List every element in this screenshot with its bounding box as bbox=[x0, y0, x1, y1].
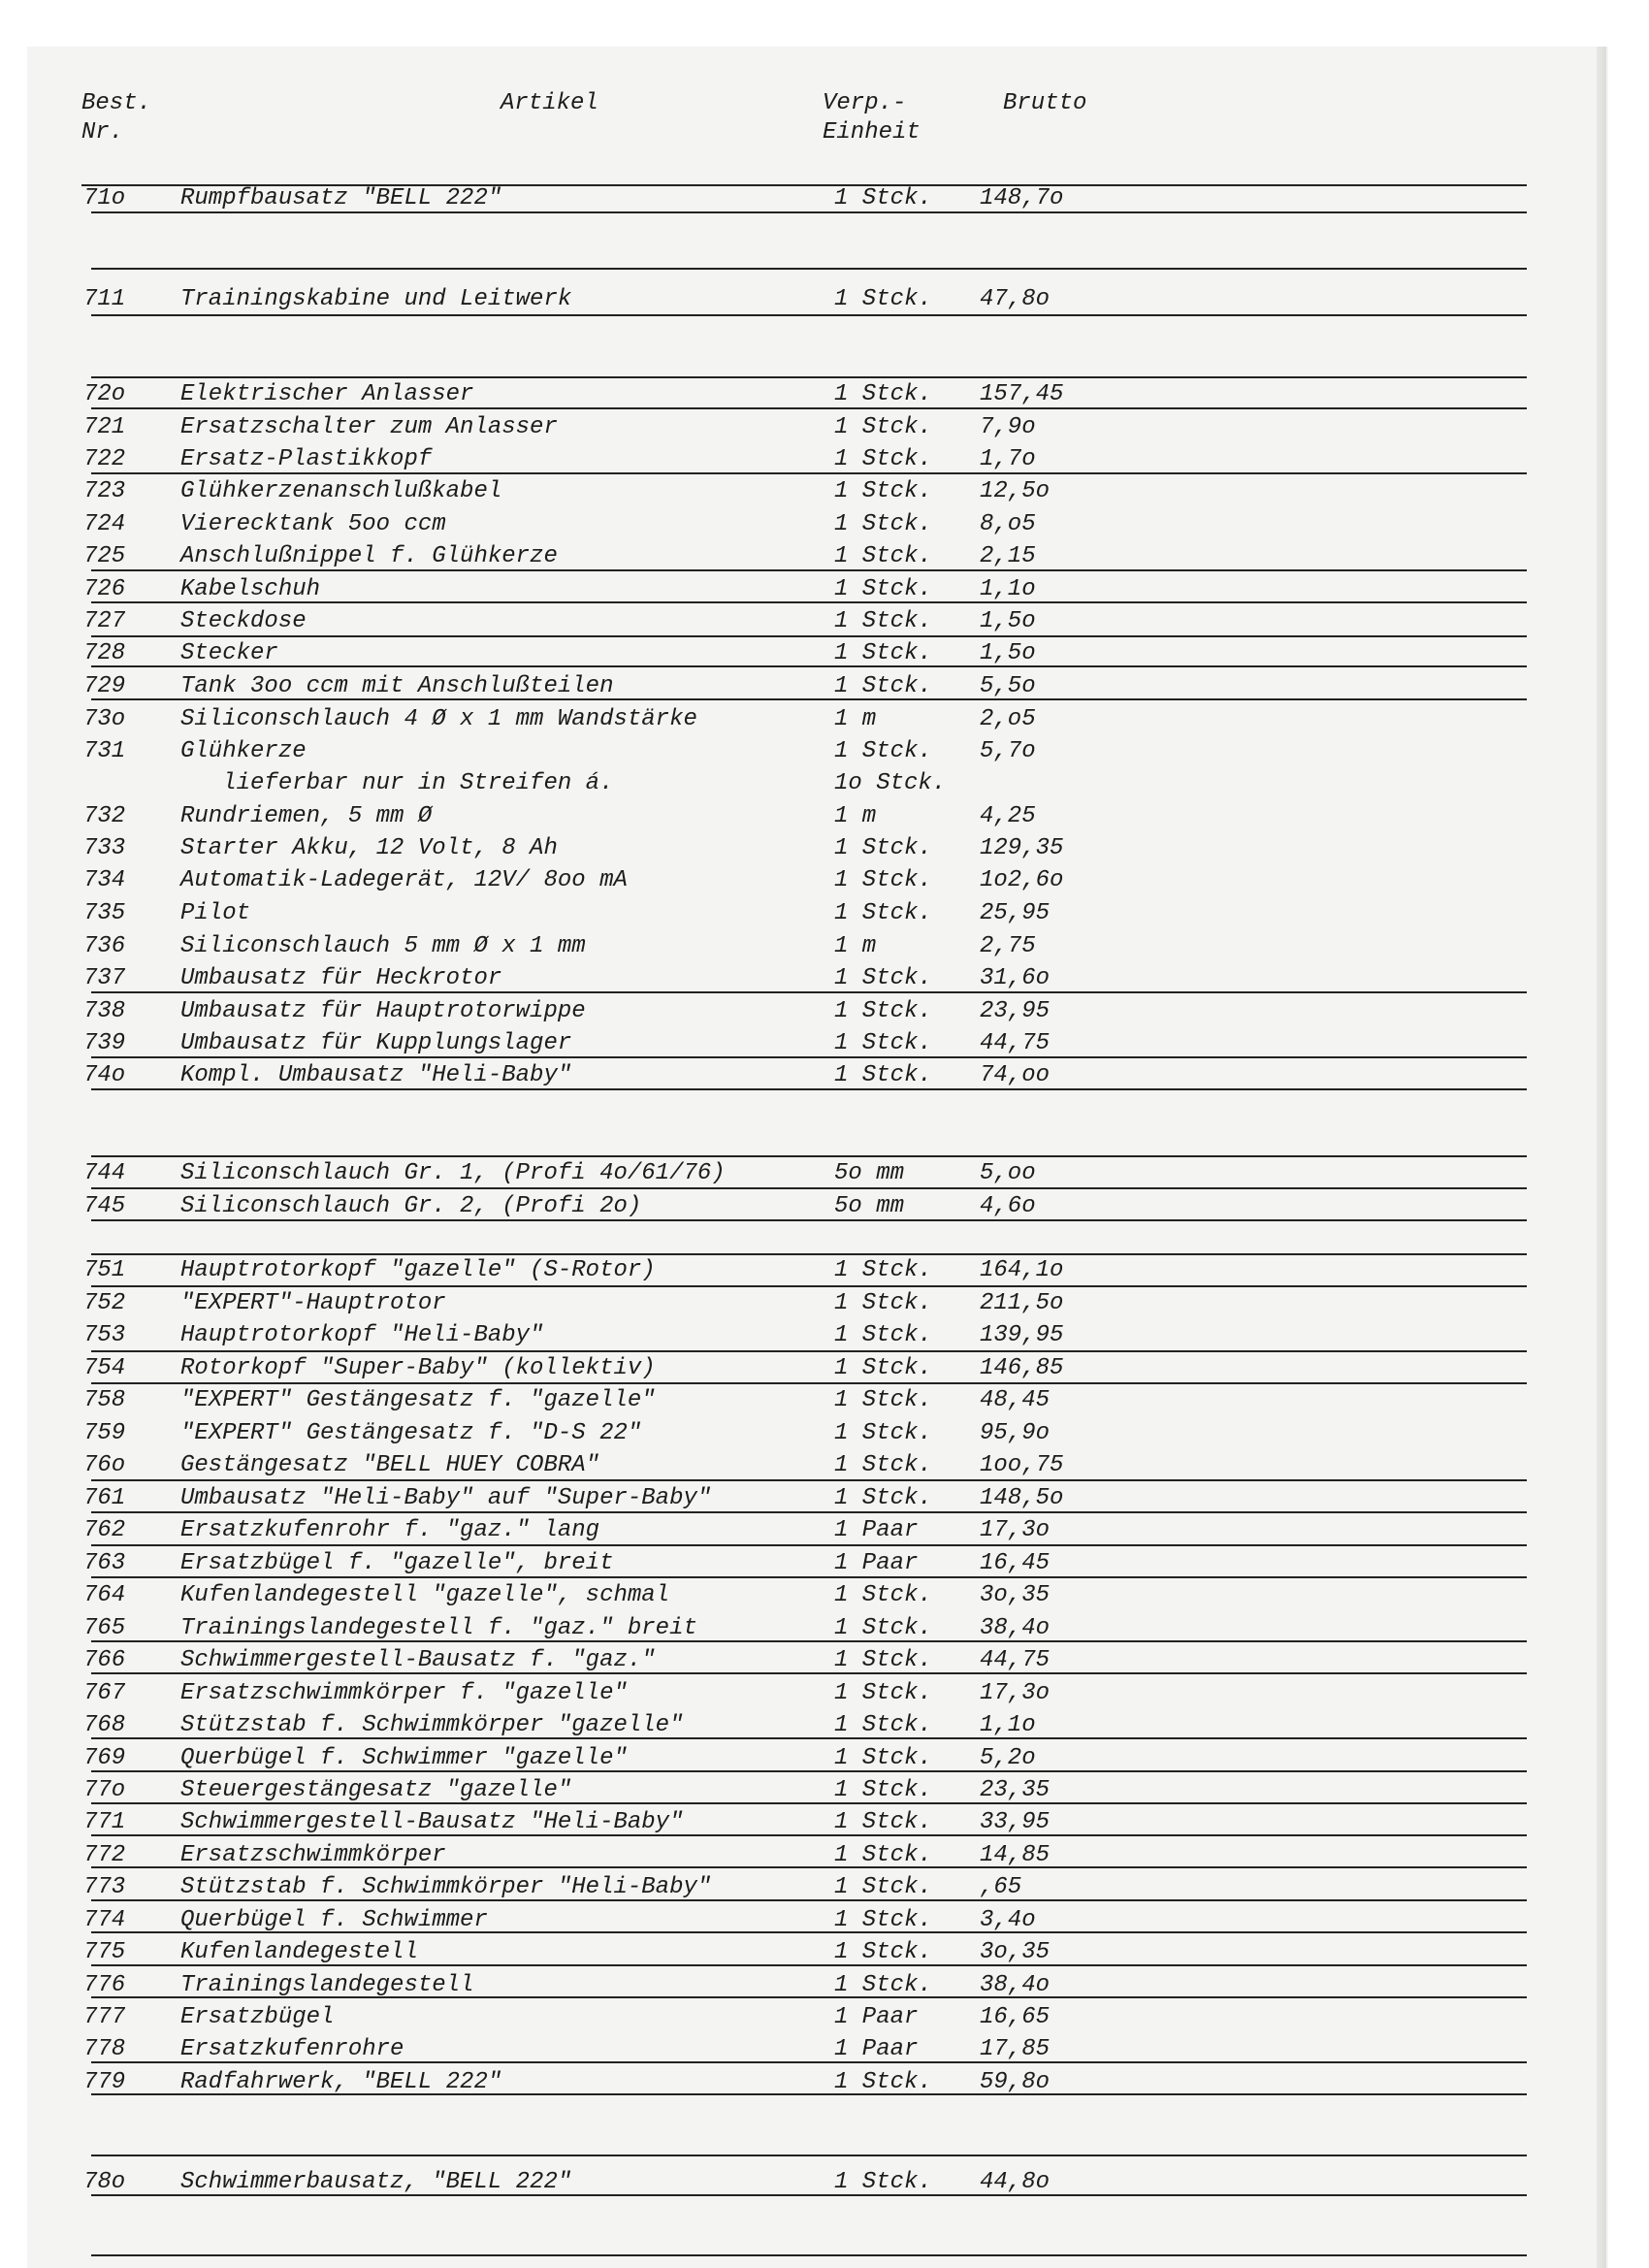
item-price: 23,35 bbox=[980, 1777, 1051, 1803]
item-number: 767 bbox=[83, 1680, 126, 1706]
item-price: 7,9o bbox=[980, 414, 1036, 440]
item-number: 733 bbox=[83, 835, 126, 861]
item-unit: 1 Stck. bbox=[834, 1809, 932, 1835]
item-price: 16,65 bbox=[980, 2004, 1051, 2030]
item-unit: 5o mm bbox=[834, 1193, 905, 1219]
item-price: 17,85 bbox=[980, 2036, 1051, 2062]
item-number: 751 bbox=[83, 1257, 126, 1283]
item-price: 31,6o bbox=[980, 965, 1051, 991]
item-description: Kufenlandegestell bbox=[180, 1939, 418, 1965]
item-price: 3,4o bbox=[980, 1907, 1036, 1933]
item-description: Siliconschlauch Gr. 1, (Profi 4o/61/76) bbox=[180, 1160, 726, 1186]
item-description: Hauptrotorkopf "gazelle" (S-Rotor) bbox=[180, 1257, 656, 1283]
item-price: 59,8o bbox=[980, 2069, 1051, 2095]
item-number: 735 bbox=[83, 900, 126, 926]
item-number: 765 bbox=[83, 1615, 126, 1641]
item-description: Kabelschuh bbox=[180, 576, 321, 602]
item-price: 5,2o bbox=[980, 1745, 1036, 1771]
item-description: Hauptrotorkopf "Heli-Baby" bbox=[180, 1322, 544, 1348]
item-unit: 1 Stck. bbox=[834, 1582, 932, 1608]
item-price: 17,3o bbox=[980, 1517, 1051, 1543]
row-divider bbox=[91, 665, 1527, 667]
item-description: Stützstab f. Schwimmkörper "gazelle" bbox=[180, 1712, 684, 1738]
item-number: 731 bbox=[83, 738, 126, 764]
item-price: 38,4o bbox=[980, 1972, 1051, 1998]
item-unit: 1 Stck. bbox=[834, 478, 932, 504]
item-description: Umbausatz für Kupplungslager bbox=[180, 1030, 572, 1056]
item-description: Glühkerzenanschlußkabel bbox=[180, 478, 502, 504]
item-description: Rundriemen, 5 mm Ø bbox=[180, 803, 433, 829]
item-unit: 1 Stck. bbox=[834, 1420, 932, 1446]
item-price: 1,7o bbox=[980, 446, 1036, 472]
item-number: 734 bbox=[83, 867, 126, 893]
item-number: 732 bbox=[83, 803, 126, 829]
item-unit: 1 Stck. bbox=[834, 1939, 932, 1965]
item-number: 777 bbox=[83, 2004, 126, 2030]
item-price: 1,1o bbox=[980, 1712, 1036, 1738]
item-price: 44,8o bbox=[980, 2169, 1051, 2195]
item-price: 1o2,6o bbox=[980, 867, 1064, 893]
row-divider bbox=[91, 2254, 1527, 2256]
item-number: 71o bbox=[83, 185, 126, 211]
item-description: Trainingslandegestell f. "gaz." breit bbox=[180, 1615, 697, 1641]
item-description: Ersatzschalter zum Anlasser bbox=[180, 414, 558, 440]
item-unit: 1 Stck. bbox=[834, 1322, 932, 1348]
item-unit: 1 Stck. bbox=[834, 1745, 932, 1771]
item-unit: 1 Stck. bbox=[834, 1485, 932, 1511]
item-description: Schwimmergestell-Bausatz f. "gaz." bbox=[180, 1647, 656, 1673]
item-unit: 1 Stck. bbox=[834, 1842, 932, 1868]
row-divider bbox=[91, 1285, 1527, 1287]
item-unit: 1 Stck. bbox=[834, 965, 932, 991]
item-number: 727 bbox=[83, 608, 126, 634]
item-price: 95,9o bbox=[980, 1420, 1051, 1446]
item-description: Schwimmerbausatz, "BELL 222" bbox=[180, 2169, 572, 2195]
item-unit: 1 Paar bbox=[834, 1517, 919, 1543]
item-price: 23,95 bbox=[980, 998, 1051, 1024]
item-number: 769 bbox=[83, 1745, 126, 1771]
item-description: Anschlußnippel f. Glühkerze bbox=[180, 543, 558, 569]
item-unit: 1 Stck. bbox=[834, 1355, 932, 1381]
item-unit: 1 Stck. bbox=[834, 414, 932, 440]
item-number: 776 bbox=[83, 1972, 126, 1998]
item-description: Radfahrwerk, "BELL 222" bbox=[180, 2069, 502, 2095]
item-number: 766 bbox=[83, 1647, 126, 1673]
item-description: Pilot bbox=[180, 900, 251, 926]
item-unit: 1 Stck. bbox=[834, 185, 932, 211]
item-number: 728 bbox=[83, 640, 126, 666]
item-price: 12,5o bbox=[980, 478, 1051, 504]
item-number: 711 bbox=[83, 286, 126, 312]
item-number: 758 bbox=[83, 1387, 126, 1413]
item-description: Umbausatz "Heli-Baby" auf "Super-Baby" bbox=[180, 1485, 712, 1511]
item-description: Ersatzkufenrohr f. "gaz." lang bbox=[180, 1517, 600, 1543]
item-unit: 1 Paar bbox=[834, 2004, 919, 2030]
item-price: 5,oo bbox=[980, 1160, 1036, 1186]
row-divider bbox=[91, 314, 1527, 316]
item-price: ,65 bbox=[980, 1874, 1022, 1900]
item-number: 726 bbox=[83, 576, 126, 602]
item-description: Umbausatz für Hauptrotorwippe bbox=[180, 998, 586, 1024]
item-price: 48,45 bbox=[980, 1387, 1051, 1413]
row-divider bbox=[91, 2155, 1527, 2156]
item-unit: 1 Stck. bbox=[834, 1062, 932, 1088]
item-price: 1,5o bbox=[980, 608, 1036, 634]
item-unit: 1 Stck. bbox=[834, 2069, 932, 2095]
item-unit: 1 Stck. bbox=[834, 835, 932, 861]
item-number: 724 bbox=[83, 511, 126, 537]
item-number: 736 bbox=[83, 933, 126, 959]
item-description: Steuergestängesatz "gazelle" bbox=[180, 1777, 572, 1803]
item-price: 2,15 bbox=[980, 543, 1036, 569]
item-unit: 1 Stck. bbox=[834, 608, 932, 634]
item-number: 74o bbox=[83, 1062, 126, 1088]
item-description: Querbügel f. Schwimmer bbox=[180, 1907, 488, 1933]
item-unit: 1 m bbox=[834, 933, 877, 959]
item-description: Ersatzbügel f. "gazelle", breit bbox=[180, 1550, 614, 1576]
item-unit: 1 Stck. bbox=[834, 900, 932, 926]
item-description: Steckdose bbox=[180, 608, 307, 634]
item-price: 146,85 bbox=[980, 1355, 1064, 1381]
item-description: Elektrischer Anlasser bbox=[180, 381, 474, 407]
item-description: Siliconschlauch 5 mm Ø x 1 mm bbox=[180, 933, 586, 959]
item-unit: 1 Stck. bbox=[834, 1647, 932, 1673]
item-number: 752 bbox=[83, 1290, 126, 1316]
item-price: 148,5o bbox=[980, 1485, 1064, 1511]
item-unit: 5o mm bbox=[834, 1160, 905, 1186]
item-price: 2,o5 bbox=[980, 706, 1036, 732]
item-number: 78o bbox=[83, 2169, 126, 2195]
item-price: 1,5o bbox=[980, 640, 1036, 666]
item-number: 759 bbox=[83, 1420, 126, 1446]
item-description: Ersatzbügel bbox=[180, 2004, 335, 2030]
item-number: 744 bbox=[83, 1160, 126, 1186]
item-number: 761 bbox=[83, 1485, 126, 1511]
item-number: 725 bbox=[83, 543, 126, 569]
item-unit: 1 Paar bbox=[834, 2036, 919, 2062]
item-price: 47,8o bbox=[980, 286, 1051, 312]
item-description: Querbügel f. Schwimmer "gazelle" bbox=[180, 1745, 628, 1771]
item-number: 775 bbox=[83, 1939, 126, 1965]
item-price: 16,45 bbox=[980, 1550, 1051, 1576]
item-description: Ersatzschwimmkörper f. "gazelle" bbox=[180, 1680, 628, 1706]
item-number: 754 bbox=[83, 1355, 126, 1381]
item-unit: 1 Stck. bbox=[834, 673, 932, 699]
item-unit: 1 Stck. bbox=[834, 1290, 932, 1316]
item-price: 8,o5 bbox=[980, 511, 1036, 537]
item-number: 737 bbox=[83, 965, 126, 991]
header-brutto: Brutto bbox=[1003, 90, 1087, 116]
item-description: "EXPERT"-Hauptrotor bbox=[180, 1290, 446, 1316]
item-price: 38,4o bbox=[980, 1615, 1051, 1641]
item-description: Trainingslandegestell bbox=[180, 1972, 474, 1998]
item-description: Rumpfbausatz "BELL 222" bbox=[180, 185, 502, 211]
item-unit: 1 Stck. bbox=[834, 1907, 932, 1933]
item-number: 779 bbox=[83, 2069, 126, 2095]
item-number: 739 bbox=[83, 1030, 126, 1056]
item-unit: 1 Stck. bbox=[834, 286, 932, 312]
item-price: 129,35 bbox=[980, 835, 1064, 861]
item-number: 729 bbox=[83, 673, 126, 699]
item-price: 2,75 bbox=[980, 933, 1036, 959]
item-unit: 1 Stck. bbox=[834, 381, 932, 407]
header-einheit: Verp.- Einheit bbox=[823, 90, 921, 146]
item-unit: 1 Stck. bbox=[834, 511, 932, 537]
item-unit: 1 Stck. bbox=[834, 1387, 932, 1413]
item-description: Ersatzkufenrohre bbox=[180, 2036, 404, 2062]
item-number: 723 bbox=[83, 478, 126, 504]
item-price: 5,7o bbox=[980, 738, 1036, 764]
item-description: Glühkerze bbox=[180, 738, 307, 764]
item-number: 753 bbox=[83, 1322, 126, 1348]
item-description: Ersatz-Plastikkopf bbox=[180, 446, 433, 472]
item-unit: 1 Stck. bbox=[834, 1777, 932, 1803]
header-nr: Best. Nr. bbox=[81, 90, 152, 146]
item-description: Tank 3oo ccm mit Anschlußteilen bbox=[180, 673, 614, 699]
item-price: 25,95 bbox=[980, 900, 1051, 926]
item-price: 3o,35 bbox=[980, 1939, 1051, 1965]
item-number: 762 bbox=[83, 1517, 126, 1543]
item-price: 33,95 bbox=[980, 1809, 1051, 1835]
item-description: "EXPERT" Gestängesatz f. "gazelle" bbox=[180, 1387, 656, 1413]
item-description: Stecker bbox=[180, 640, 278, 666]
item-description: Vierecktank 5oo ccm bbox=[180, 511, 446, 537]
item-price: 44,75 bbox=[980, 1647, 1051, 1673]
item-description: lieferbar nur in Streifen á. bbox=[180, 770, 614, 796]
item-unit: 1 Stck. bbox=[834, 2169, 932, 2195]
item-price: 44,75 bbox=[980, 1030, 1051, 1056]
item-price: 4,6o bbox=[980, 1193, 1036, 1219]
item-price: 14,85 bbox=[980, 1842, 1051, 1868]
item-description: Kufenlandegestell "gazelle", schmal bbox=[180, 1582, 670, 1608]
item-number: 76o bbox=[83, 1452, 126, 1478]
item-description: Schwimmergestell-Bausatz "Heli-Baby" bbox=[180, 1809, 684, 1835]
row-divider bbox=[91, 376, 1527, 378]
item-unit: 1 Stck. bbox=[834, 1712, 932, 1738]
item-number: 745 bbox=[83, 1193, 126, 1219]
item-unit: 1 Stck. bbox=[834, 446, 932, 472]
item-price: 1,1o bbox=[980, 576, 1036, 602]
item-description: Gestängesatz "BELL HUEY COBRA" bbox=[180, 1452, 600, 1478]
item-unit: 1 Stck. bbox=[834, 1257, 932, 1283]
item-number: 773 bbox=[83, 1874, 126, 1900]
header-artikel: Artikel bbox=[501, 90, 598, 116]
item-unit: 1 Stck. bbox=[834, 1680, 932, 1706]
item-number: 722 bbox=[83, 446, 126, 472]
item-description: Kompl. Umbausatz "Heli-Baby" bbox=[180, 1062, 572, 1088]
item-unit: 1 Stck. bbox=[834, 543, 932, 569]
item-unit: 1 Stck. bbox=[834, 867, 932, 893]
item-description: Rotorkopf "Super-Baby" (kollektiv) bbox=[180, 1355, 656, 1381]
item-description: Siliconschlauch Gr. 2, (Profi 2o) bbox=[180, 1193, 642, 1219]
item-description: "EXPERT" Gestängesatz f. "D-S 22" bbox=[180, 1420, 642, 1446]
item-unit: 1 Stck. bbox=[834, 640, 932, 666]
item-price: 164,1o bbox=[980, 1257, 1064, 1283]
item-unit: 1 m bbox=[834, 706, 877, 732]
item-number: 72o bbox=[83, 381, 126, 407]
item-description: Stützstab f. Schwimmkörper "Heli-Baby" bbox=[180, 1874, 712, 1900]
item-unit: 1 Stck. bbox=[834, 1874, 932, 1900]
item-description: Ersatzschwimmkörper bbox=[180, 1842, 446, 1868]
item-price: 1oo,75 bbox=[980, 1452, 1064, 1478]
item-description: Trainingskabine und Leitwerk bbox=[180, 286, 572, 312]
item-price: 157,45 bbox=[980, 381, 1064, 407]
item-number: 771 bbox=[83, 1809, 126, 1835]
item-unit: 1 Stck. bbox=[834, 998, 932, 1024]
item-unit: 1 Stck. bbox=[834, 1615, 932, 1641]
item-number: 768 bbox=[83, 1712, 126, 1738]
item-unit: 1 Stck. bbox=[834, 738, 932, 764]
item-description: Starter Akku, 12 Volt, 8 Ah bbox=[180, 835, 558, 861]
item-price: 148,7o bbox=[980, 185, 1064, 211]
item-unit: 1 Stck. bbox=[834, 1452, 932, 1478]
item-description: Umbausatz für Heckrotor bbox=[180, 965, 502, 991]
row-divider bbox=[91, 635, 1527, 637]
item-description: Siliconschlauch 4 Ø x 1 mm Wandstärke bbox=[180, 706, 697, 732]
item-price: 211,5o bbox=[980, 1290, 1064, 1316]
item-number: 772 bbox=[83, 1842, 126, 1868]
item-number: 73o bbox=[83, 706, 126, 732]
row-divider bbox=[91, 1155, 1527, 1157]
item-unit: 1 Stck. bbox=[834, 1972, 932, 1998]
item-number: 738 bbox=[83, 998, 126, 1024]
item-unit: 1 Stck. bbox=[834, 1030, 932, 1056]
item-unit: 1 Stck. bbox=[834, 576, 932, 602]
item-price: 3o,35 bbox=[980, 1582, 1051, 1608]
item-number: 764 bbox=[83, 1582, 126, 1608]
item-price: 4,25 bbox=[980, 803, 1036, 829]
item-number: 778 bbox=[83, 2036, 126, 2062]
item-number: 774 bbox=[83, 1907, 126, 1933]
item-unit: 1o Stck. bbox=[834, 770, 947, 796]
row-divider bbox=[91, 268, 1527, 270]
item-unit: 1 Paar bbox=[834, 1550, 919, 1576]
item-number: 721 bbox=[83, 414, 126, 440]
item-description: Automatik-Ladegerät, 12V/ 8oo mA bbox=[180, 867, 628, 893]
item-price: 139,95 bbox=[980, 1322, 1064, 1348]
item-price: 17,3o bbox=[980, 1680, 1051, 1706]
item-number: 763 bbox=[83, 1550, 126, 1576]
page-edge bbox=[1597, 47, 1606, 2268]
item-price: 5,5o bbox=[980, 673, 1036, 699]
row-divider bbox=[91, 1253, 1527, 1255]
item-price: 74,oo bbox=[980, 1062, 1051, 1088]
item-unit: 1 m bbox=[834, 803, 877, 829]
item-number: 77o bbox=[83, 1777, 126, 1803]
row-divider bbox=[91, 1350, 1527, 1352]
